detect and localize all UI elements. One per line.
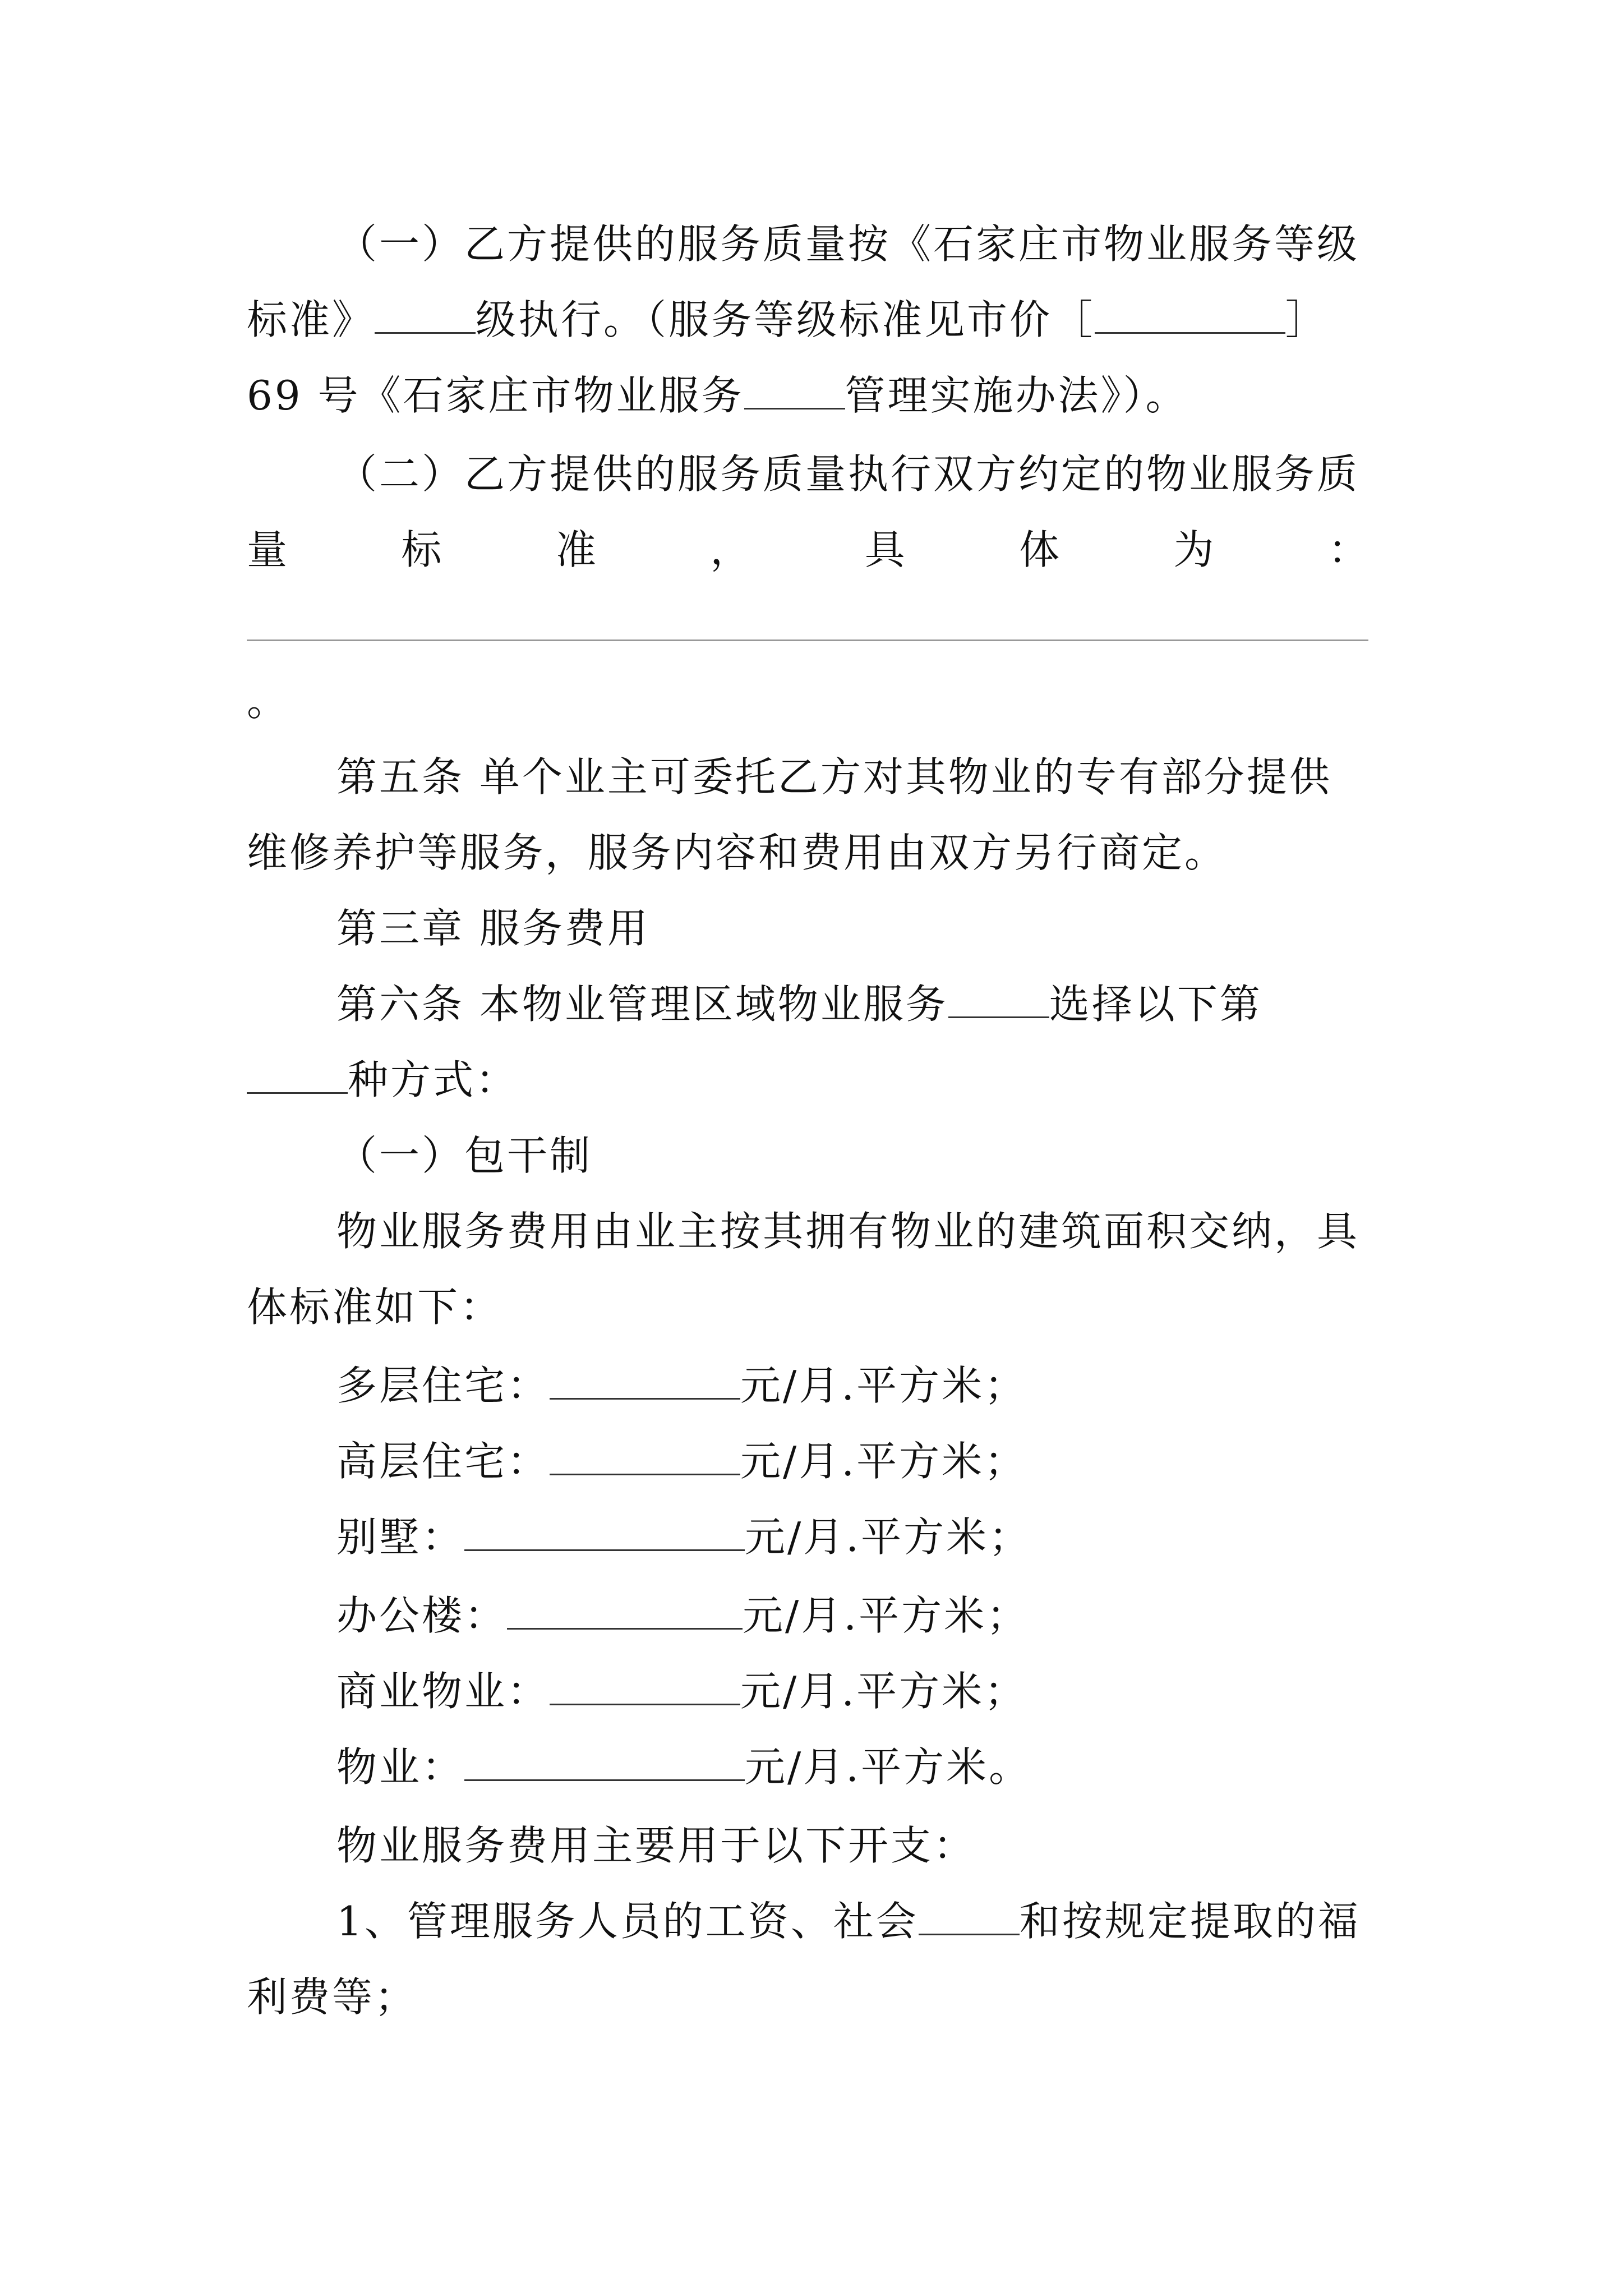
blank-field[interactable] — [948, 977, 1049, 1018]
paragraph-line — [247, 292, 1328, 348]
blank-field[interactable] — [464, 1740, 745, 1781]
rate-label: 别墅： — [336, 1513, 465, 1561]
blank-field[interactable] — [507, 1589, 743, 1630]
paragraph-line — [247, 1279, 502, 1335]
rate-row — [336, 1663, 1027, 1719]
text: 标准》 — [247, 296, 375, 343]
chapter-heading — [336, 900, 650, 956]
text: ］ — [1285, 296, 1329, 343]
text: 选择以下第 — [1049, 981, 1262, 1028]
paragraph-line — [336, 1818, 976, 1874]
spread-char: ： — [1327, 526, 1368, 573]
rate-label: 办公楼： — [336, 1592, 508, 1639]
paragraph-line — [247, 825, 1227, 881]
paragraph-line — [247, 1969, 417, 2025]
paragraph-line — [336, 1203, 1359, 1259]
spread-char: 量 — [247, 526, 288, 573]
text: 第六条 本物业管理区域物业服务 — [336, 981, 948, 1028]
paragraph-line — [247, 367, 1188, 424]
text: 第三章 服务费用 — [336, 905, 650, 952]
blank-field[interactable] — [744, 369, 845, 409]
paragraph-line — [336, 1893, 1361, 1949]
rate-label: 高层住宅： — [336, 1438, 550, 1485]
text: 维修养护等服务，服务内容和费用由双方另行商定。 — [247, 829, 1228, 876]
rate-unit: 元/月.平方米； — [740, 1438, 1027, 1485]
spread-char: 体 — [1019, 526, 1060, 573]
rate-unit: 元/月.平方米； — [740, 1668, 1027, 1715]
spread-char: 具 — [864, 526, 905, 573]
rate-unit: 元/月.平方米； — [745, 1513, 1032, 1561]
text: 物业服务费用主要用于以下开支： — [336, 1822, 976, 1869]
spread-char: 标 — [401, 526, 442, 573]
blank-field[interactable] — [247, 1053, 348, 1094]
text: 利费等； — [247, 1973, 418, 2021]
blank-field[interactable] — [550, 1664, 740, 1705]
text: 第五条 单个业主可委托乙方对其物业的专有部分提供 — [336, 753, 1332, 800]
spread-char: 准 — [555, 526, 596, 573]
blank-field[interactable] — [919, 1894, 1020, 1935]
text: 种方式： — [348, 1056, 519, 1103]
spread-char: 为 — [1173, 526, 1214, 573]
blank-field[interactable] — [550, 1359, 740, 1400]
text: 。 — [247, 678, 290, 725]
rate-row — [336, 1588, 1029, 1644]
rate-unit: 元/月.平方米； — [743, 1592, 1030, 1639]
text: （二）乙方提供的服务质量执行双方约定的物业服务质 — [336, 450, 1360, 498]
rate-row — [336, 1739, 1031, 1795]
text: 69 号《石家庄市物业服务 — [247, 372, 744, 419]
rate-unit: 元/月.平方米。 — [745, 1743, 1032, 1791]
blank-field[interactable] — [464, 1510, 745, 1551]
rate-row — [336, 1358, 1027, 1414]
text: 级执行。（服务等级标准见市价［ — [476, 296, 1095, 343]
text: （一）乙方提供的服务质量按《石家庄市物业服务等级 — [336, 220, 1360, 268]
text: 1、管理服务人员的工资、社会 — [336, 1898, 919, 1945]
spread-line — [247, 522, 1368, 578]
text: 管理实施办法》）。 — [845, 372, 1188, 419]
rate-unit: 元/月.平方米； — [740, 1362, 1027, 1409]
rate-row — [336, 1509, 1031, 1565]
rate-label: 物业： — [336, 1743, 465, 1791]
section-heading — [336, 1128, 592, 1184]
paragraph-line — [247, 1052, 518, 1108]
rate-label: 多层住宅： — [336, 1362, 550, 1409]
paragraph-line — [247, 673, 289, 729]
rate-row — [336, 1433, 1027, 1489]
blank-field[interactable] — [1095, 293, 1285, 334]
text: （一）包干制 — [336, 1132, 593, 1179]
fill-in-rule[interactable] — [247, 639, 1368, 641]
text: 和按规定提取的福 — [1019, 1898, 1361, 1945]
blank-field[interactable] — [375, 293, 476, 334]
spread-char: ， — [710, 526, 751, 573]
text: 物业服务费用由业主按其拥有物业的建筑面积交纳，具 — [336, 1208, 1360, 1255]
blank-field[interactable] — [550, 1434, 740, 1475]
paragraph-line — [336, 446, 1359, 502]
paragraph-line — [336, 749, 1332, 805]
paragraph-line — [336, 216, 1359, 272]
paragraph-line — [336, 976, 1262, 1032]
text: 体标准如下： — [247, 1283, 503, 1331]
rate-label: 商业物业： — [336, 1668, 550, 1715]
